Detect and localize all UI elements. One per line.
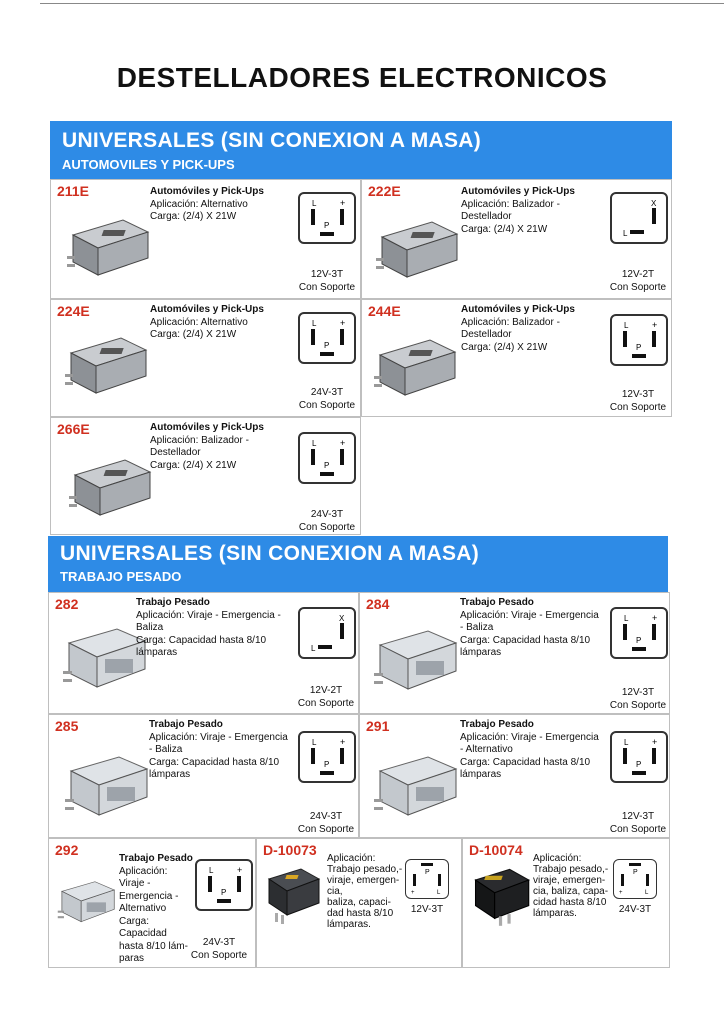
flasher-relay-image [65,450,155,520]
flasher-relay-image [467,863,533,929]
product-load: Carga: Capacidad hasta 8/10 lámparas [136,634,267,658]
support-label: Con Soporte [298,282,356,293]
product-code: 222E [368,183,401,199]
support-label: Con Soporte [298,522,356,533]
description-line: baliza, capaci- [327,897,391,908]
product-card-291 [359,714,670,838]
product-application: Aplicación: Viraje - Emergencia - Alternativo [460,731,599,755]
product-code: 284 [366,596,390,612]
flasher-relay-image [370,749,460,821]
product-card-222E [361,179,672,299]
product-application: Aplicación: Balizador - Destellador [461,316,560,340]
voltage-label [598,268,672,294]
pin-label-left: L [311,644,316,653]
voltage-label [598,686,670,712]
support-label: Con Soporte [609,402,667,413]
product-application: Aplicación: Viraje - Emergencia - Baliza [136,609,281,633]
flasher-relay-image [261,863,323,925]
description-line: lámparas. [327,919,371,930]
description-line: cia, baliza, capa- [533,886,609,897]
product-category: Trabajo Pesado [149,719,223,730]
product-code: 285 [55,718,79,734]
pin-label-top: X [651,199,657,208]
voltage-label [287,508,361,534]
voltage-value: 12V-3T [621,687,655,698]
voltage-label [598,388,672,414]
flasher-relay-image [370,330,460,400]
voltage-label [595,903,670,916]
pin-label-left: L [209,866,214,875]
product-description [460,597,600,660]
product-description [460,719,600,782]
voltage-value: 24V-3T [202,937,236,948]
terminal-diagram [405,859,449,899]
terminal-pins [406,860,448,898]
product-load: Carga: (2/4) X 21W [150,459,237,471]
product-code: 282 [55,596,79,612]
product-description [327,853,403,930]
terminal-diagram [610,607,668,659]
product-description [150,304,290,342]
terminal-diagram [610,314,668,366]
pin-label-right: + [652,737,658,747]
application-line: Emergencia - [119,890,179,902]
pin-label-right: + [237,865,243,875]
voltage-value: 12V-2T [621,269,655,280]
pin-label-left: L [312,439,317,448]
voltage-value: 24V-3T [618,904,652,915]
product-code: D-10073 [263,842,317,858]
terminal-diagram [298,731,356,783]
description-line: Trabajo pesado,- [533,864,609,875]
product-card-284 [359,592,670,714]
description-line: Trabajo pesado,- [327,864,403,875]
product-card-244E [361,299,672,417]
terminal-pins [614,860,656,898]
product-application: Aplicación: Viraje - Emergencia - Baliza [149,731,288,755]
application-line: Viraje - [119,878,151,889]
terminal-pins [612,609,666,657]
terminal-pins [300,609,354,657]
pin-label-left: L [624,614,629,623]
voltage-label [598,810,670,836]
voltage-value: 24V-3T [310,387,344,398]
product-code: 266E [57,421,90,437]
terminal-pins [300,314,354,362]
description-line: viraje, emergen- [533,875,606,886]
product-code: 244E [368,303,401,319]
voltage-value: 24V-3T [309,811,343,822]
terminal-pins [300,434,354,482]
product-application: Aplicación: Balizador - Destellador [150,434,249,458]
product-category: Automóviles y Pick-Ups [150,422,264,433]
terminal-pins [612,316,666,364]
support-label: Con Soporte [609,282,667,293]
description-line: cia, [327,886,343,897]
terminal-pins [197,861,251,909]
flasher-relay-image [370,623,460,695]
voltage-value: 12V-3T [621,811,655,822]
product-load: Carga: Capacidad hasta 8/10 lámparas [460,634,591,658]
voltage-value: 12V-3T [410,904,444,915]
voltage-label [286,684,359,710]
product-card-D-10073 [256,838,462,968]
terminal-pins [300,194,354,242]
terminal-pins [612,194,666,242]
pin-label-bottom: P [221,888,227,897]
product-card-266E [50,417,361,535]
description-line: Aplicación: [327,853,376,864]
terminal-pins [300,733,354,781]
pin-label-right: L [645,890,649,896]
product-code: 211E [57,183,89,199]
product-category: Trabajo Pesado [460,597,534,608]
pin-label-bottom: P [636,760,642,769]
section-banner-automoviles [50,121,672,179]
voltage-label [387,903,462,916]
voltage-value: 12V-2T [309,685,343,696]
pin-label-left: + [619,890,623,896]
support-label: Con Soporte [297,824,355,835]
voltage-label [287,386,361,412]
product-card-282 [48,592,359,714]
product-description [461,186,606,236]
product-code: 224E [57,303,90,319]
product-description [149,719,289,782]
description-line: dad hasta 8/10 [327,908,394,919]
terminal-diagram [298,192,356,244]
application-line: Aplicación: [119,865,168,877]
support-label: Con Soporte [609,700,667,711]
load-line: paras [119,953,145,964]
load-line: hasta 8/10 lám- [119,940,188,952]
pin-label-right: + [652,320,658,330]
pin-label-left: L [624,321,629,330]
pin-label-top: P [633,869,638,876]
pin-label-right: + [340,438,346,448]
product-application: Aplicación: Alternativo [150,316,248,328]
application-line: Alternativo [119,903,167,914]
product-category: Trabajo Pesado [136,597,210,608]
product-card-D-10074 [462,838,670,968]
voltage-label [287,268,361,294]
product-category: Trabajo Pesado [119,853,193,864]
section-banner-trabajo-pesado [48,536,668,592]
pin-label-right: L [437,890,441,896]
product-card-292 [48,838,256,968]
product-category: Automóviles y Pick-Ups [150,186,264,197]
product-application: Aplicación: Alternativo [150,198,248,210]
product-card-224E [50,299,361,417]
pin-label-right: + [340,198,346,208]
product-application: Aplicación: Balizador - Destellador [461,198,560,222]
section-title: UNIVERSALES (SIN CONEXION A MASA) [62,129,482,152]
terminal-diagram [613,859,657,899]
description-line: Aplicación: [533,853,582,864]
description-line: cidad hasta 8/10 [533,897,607,908]
product-card-285 [48,714,359,838]
product-load: Carga: Capacidad hasta 8/10 lámparas [460,756,591,780]
terminal-diagram [610,192,668,244]
pin-label-right: + [340,737,346,747]
pin-label-left: L [624,738,629,747]
product-category: Automóviles y Pick-Ups [461,186,575,197]
product-code: D-10074 [469,842,523,858]
pin-label-right: + [652,613,658,623]
terminal-diagram [298,312,356,364]
flasher-relay-image [61,749,151,821]
voltage-label [179,936,256,962]
terminal-diagram [298,607,356,659]
terminal-diagram [610,731,668,783]
load-line: Carga: [119,915,150,927]
flasher-relay-image [55,871,117,931]
product-load: Carga: (2/4) X 21W [461,341,548,353]
terminal-diagram [195,859,253,911]
section-subtitle: AUTOMOVILES Y PICK-UPS [62,157,235,172]
product-description [461,304,606,354]
page-top-rule [40,3,724,4]
pin-label-left: + [411,890,415,896]
product-description [150,422,295,472]
product-card-211E [50,179,361,299]
product-code: 292 [55,842,79,858]
description-line: viraje, emergen- [327,875,400,886]
pin-label-bottom: P [324,221,330,230]
product-load: Carga: (2/4) X 21W [150,211,237,222]
description-line: lámparas. [533,908,577,919]
load-line: Capacidad [119,928,167,939]
pin-label-bottom: P [636,343,642,352]
section-subtitle: TRABAJO PESADO [60,569,182,584]
pin-label-bottom: P [324,341,330,350]
product-category: Automóviles y Pick-Ups [461,304,575,315]
pin-label-left: L [312,738,317,747]
flasher-relay-image [61,328,151,398]
product-category: Trabajo Pesado [460,719,534,730]
support-label: Con Soporte [609,824,667,835]
product-description [136,597,286,660]
product-category: Automóviles y Pick-Ups [150,304,264,315]
product-load: Carga: (2/4) X 21W [150,329,237,340]
pin-label-right: + [340,318,346,328]
pin-label-top: X [339,614,345,623]
pin-label-bottom: P [324,760,330,769]
pin-label-bottom: P [324,461,330,470]
voltage-value: 12V-3T [621,389,655,400]
voltage-value: 12V-3T [310,269,344,280]
terminal-pins [612,733,666,781]
product-load: Carga: (2/4) X 21W [461,223,548,235]
section-title: UNIVERSALES (SIN CONEXION A MASA) [60,542,480,565]
voltage-label [286,810,359,836]
support-label: Con Soporte [190,950,248,961]
support-label: Con Soporte [298,400,356,411]
product-description [150,186,290,224]
flasher-relay-image [63,210,153,280]
pin-label-top: P [425,869,430,876]
product-load: Carga: Capacidad hasta 8/10 lámparas [149,756,280,780]
voltage-value: 24V-3T [310,509,344,520]
page-title: DESTELLADORES ELECTRONICOS [116,62,608,93]
terminal-diagram [298,432,356,484]
support-label: Con Soporte [297,698,355,709]
pin-label-left: L [623,229,628,238]
pin-label-bottom: P [636,636,642,645]
pin-label-left: L [312,199,317,208]
product-application: Aplicación: Viraje - Emergencia - Baliza [460,609,599,633]
pin-label-left: L [312,319,317,328]
product-code: 291 [366,718,390,734]
flasher-relay-image [372,212,462,282]
